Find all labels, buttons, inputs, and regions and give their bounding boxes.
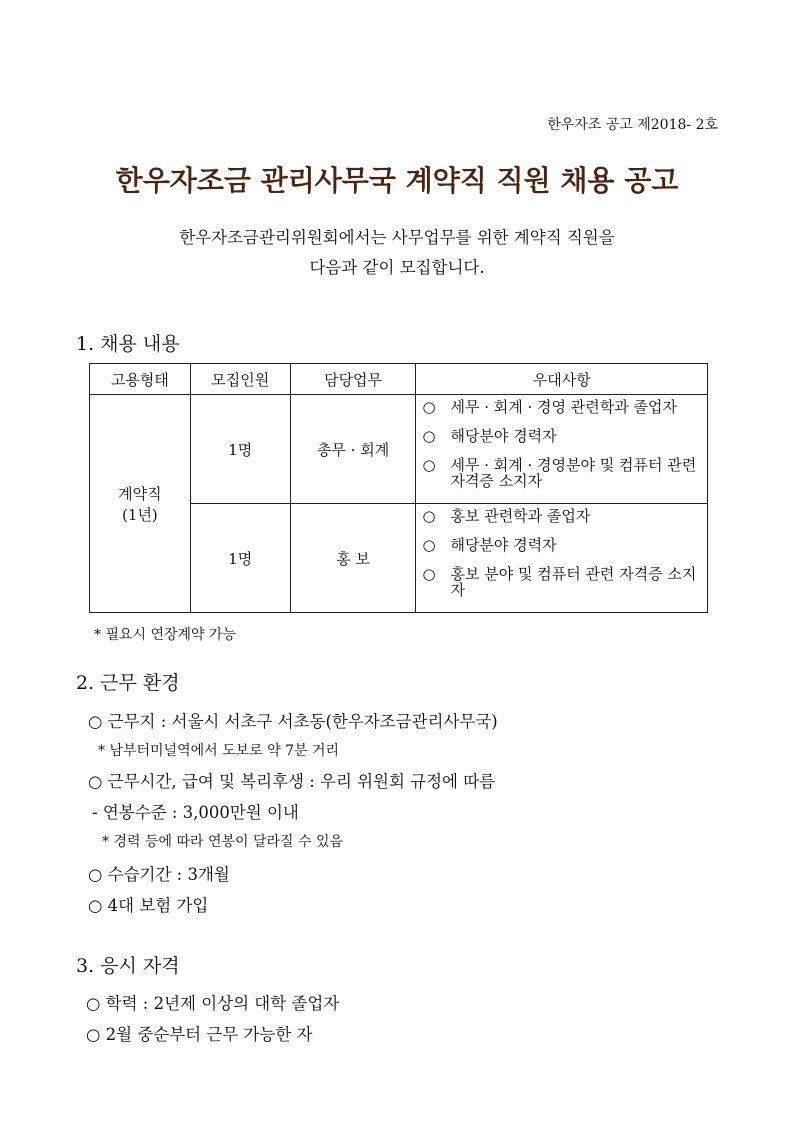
section-heading-recruitment: 1. 채용 내용	[76, 333, 180, 355]
header-duty: 담당업무	[290, 364, 416, 395]
preferences-cell	[416, 395, 708, 504]
recruitment-table	[89, 363, 708, 613]
count-cell: 1명	[190, 504, 290, 613]
contract-extension-note: * 필요시 연장계약 가능	[94, 627, 237, 643]
circle-bullet-icon: ○	[422, 456, 436, 474]
employment-type-cell	[90, 395, 191, 613]
section-heading-qualifications: 3. 응시 자격	[76, 955, 180, 977]
work-location: ○ 근무지 : 서울시 서초구 서초동(한우자조금관리사무국)	[88, 712, 498, 731]
preference-item: ○ 세무 · 회계 · 경영분야 및 컴퓨터 관련 자격증 소지자	[422, 456, 697, 490]
employment-type: 계약직	[118, 484, 162, 503]
qualification-education: ○ 학력 : 2년제 이상의 대학 졸업자	[86, 994, 340, 1013]
preferences-cell	[416, 504, 708, 613]
location-note: * 남부터미널역에서 도보로 약 7분 거리	[98, 743, 340, 759]
preference-item: ○ 해당분야 경력자	[422, 536, 557, 554]
intro-line-2: 다음과 같이 모집합니다.	[309, 258, 485, 277]
preference-item: ○ 홍보 관련학과 졸업자	[422, 507, 591, 525]
section-heading-environment: 2. 근무 환경	[76, 672, 180, 694]
document-number: 한우자조 공고 제2018- 2호	[547, 117, 718, 133]
salary-level: - 연봉수준 : 3,000만원 이내	[92, 803, 299, 822]
circle-bullet-icon: ○	[422, 427, 436, 445]
page-title: 한우자조금 관리사무국 계약직 직원 채용 공고	[115, 164, 679, 197]
employment-term: (1년)	[122, 505, 158, 524]
qualification-start-date: ○ 2월 중순부터 근무 가능한 자	[86, 1025, 313, 1044]
circle-bullet-icon: ○	[422, 536, 436, 554]
circle-bullet-icon: ○	[422, 565, 436, 583]
preference-item: ○ 세무 · 회계 · 경영 관련학과 졸업자	[422, 398, 677, 416]
probation-period: ○ 수습기간 : 3개월	[88, 865, 230, 884]
preference-item: ○ 해당분야 경력자	[422, 427, 557, 445]
salary-note: * 경력 등에 따라 연봉이 달라질 수 있음	[102, 834, 344, 850]
table-row	[90, 395, 708, 504]
header-employment-type: 고용형태	[90, 364, 191, 395]
intro-line-1: 한우자조금관리위원회에서는 사무업무를 위한 계약직 직원을	[179, 228, 615, 247]
header-count: 모집인원	[190, 364, 290, 395]
duty-cell: 총무 · 회계	[290, 395, 416, 504]
duty-cell: 홍 보	[290, 504, 416, 613]
insurance: ○ 4대 보험 가입	[88, 896, 209, 915]
table-header-row	[90, 364, 708, 395]
circle-bullet-icon: ○	[422, 398, 436, 416]
circle-bullet-icon: ○	[422, 507, 436, 525]
work-hours-benefits: ○ 근무시간, 급여 및 복리후생 : 우리 위원회 규정에 따름	[88, 772, 496, 791]
preference-item: ○ 홍보 분야 및 컴퓨터 관련 자격증 소지자	[422, 565, 697, 599]
count-cell: 1명	[190, 395, 290, 504]
header-preferences: 우대사항	[416, 364, 708, 395]
